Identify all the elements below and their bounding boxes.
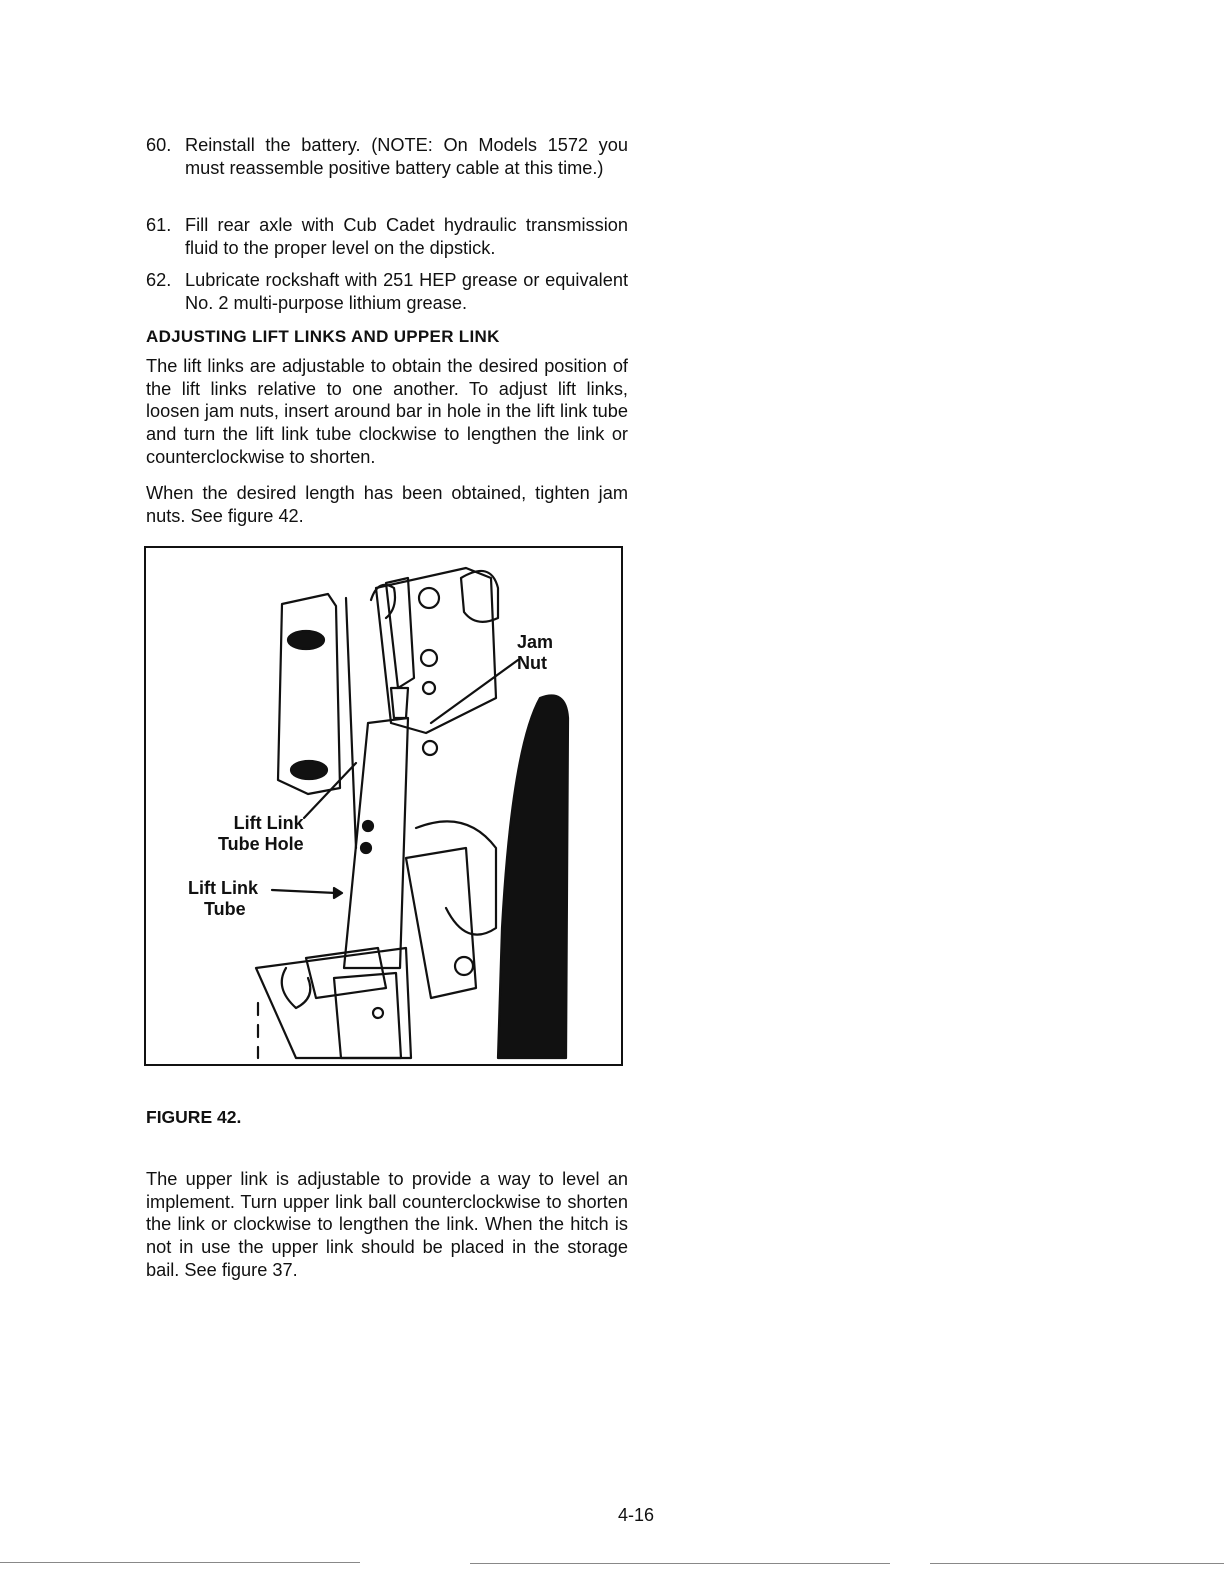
scan-artifact: [930, 1563, 1224, 1564]
figure-42: [144, 546, 623, 1066]
lift-link-tube: [344, 718, 408, 968]
tube-leader: [272, 890, 336, 893]
paragraph-lift-links: The lift links are adjustable to obtain the desired position of the lift links relative to one another. To adjust lift links, loosen jam nuts, insert around bar in hole in the lift link tube and turn the lift link tube clockwise to lengthen the link or counterclockwise to shorten.: [146, 356, 628, 467]
scan-artifact: [470, 1563, 890, 1564]
jam-nut-thread: [391, 688, 408, 718]
section-heading: ADJUSTING LIFT LINKS AND UPPER LINK: [146, 327, 500, 346]
step-text: Reinstall the battery. (NOTE: On Models 1572 you must reassemble positive battery cable at this time.): [185, 135, 628, 178]
step-number: 61.: [146, 215, 172, 235]
drawbar-socket: [256, 948, 411, 1058]
page-number: 4-16: [618, 1505, 655, 1525]
callout-text: Lift Link: [188, 878, 258, 898]
step-number: 60.: [146, 135, 172, 155]
jam-nut-leader: [431, 660, 518, 723]
paragraph-tighten: When the desired length has been obtained, tighten jam nuts. See figure 42.: [146, 483, 628, 526]
scan-artifact: [0, 1562, 360, 1563]
plate-bolt-icon: [291, 761, 327, 779]
callout-text: Jam: [517, 632, 554, 652]
step-text: Lubricate rockshaft with 251 HEP grease or equivalent No. 2 multi-purpose lithium grease.: [185, 270, 628, 313]
callout-text: Tube Hole: [218, 834, 304, 854]
callout-lift-link-tube-hole: [218, 813, 304, 855]
callout-text: Lift Link: [233, 813, 304, 833]
callout-jam-nut: [517, 632, 553, 674]
callout-lift-link-tube: [188, 878, 258, 920]
upper-link-rod: [386, 578, 414, 688]
step-60: [146, 134, 628, 179]
paragraph-upper-link: The upper link is adjustable to provide a way to level an implement. Turn upper link ball counterclockwise to shorten the link or clockwise to lengthen the link. When the hitch is not in use the upper link should be placed in the storage bail. See figure 37.: [146, 1169, 628, 1280]
step-62: [146, 269, 628, 314]
lift-link-illustration: [146, 548, 623, 1066]
step-text: Fill rear axle with Cub Cadet hydraulic transmission fluid to the proper level on the dipstick.: [185, 215, 628, 258]
callout-text: Nut: [517, 653, 547, 673]
step-number: 62.: [146, 270, 172, 290]
step-61: [146, 214, 628, 259]
rear-tire: [498, 696, 568, 1059]
figure-caption: FIGURE 42.: [146, 1107, 242, 1127]
tube-hole-icon: [363, 821, 373, 831]
plate-bolt-icon: [288, 631, 324, 649]
callout-text: Tube: [204, 899, 246, 919]
